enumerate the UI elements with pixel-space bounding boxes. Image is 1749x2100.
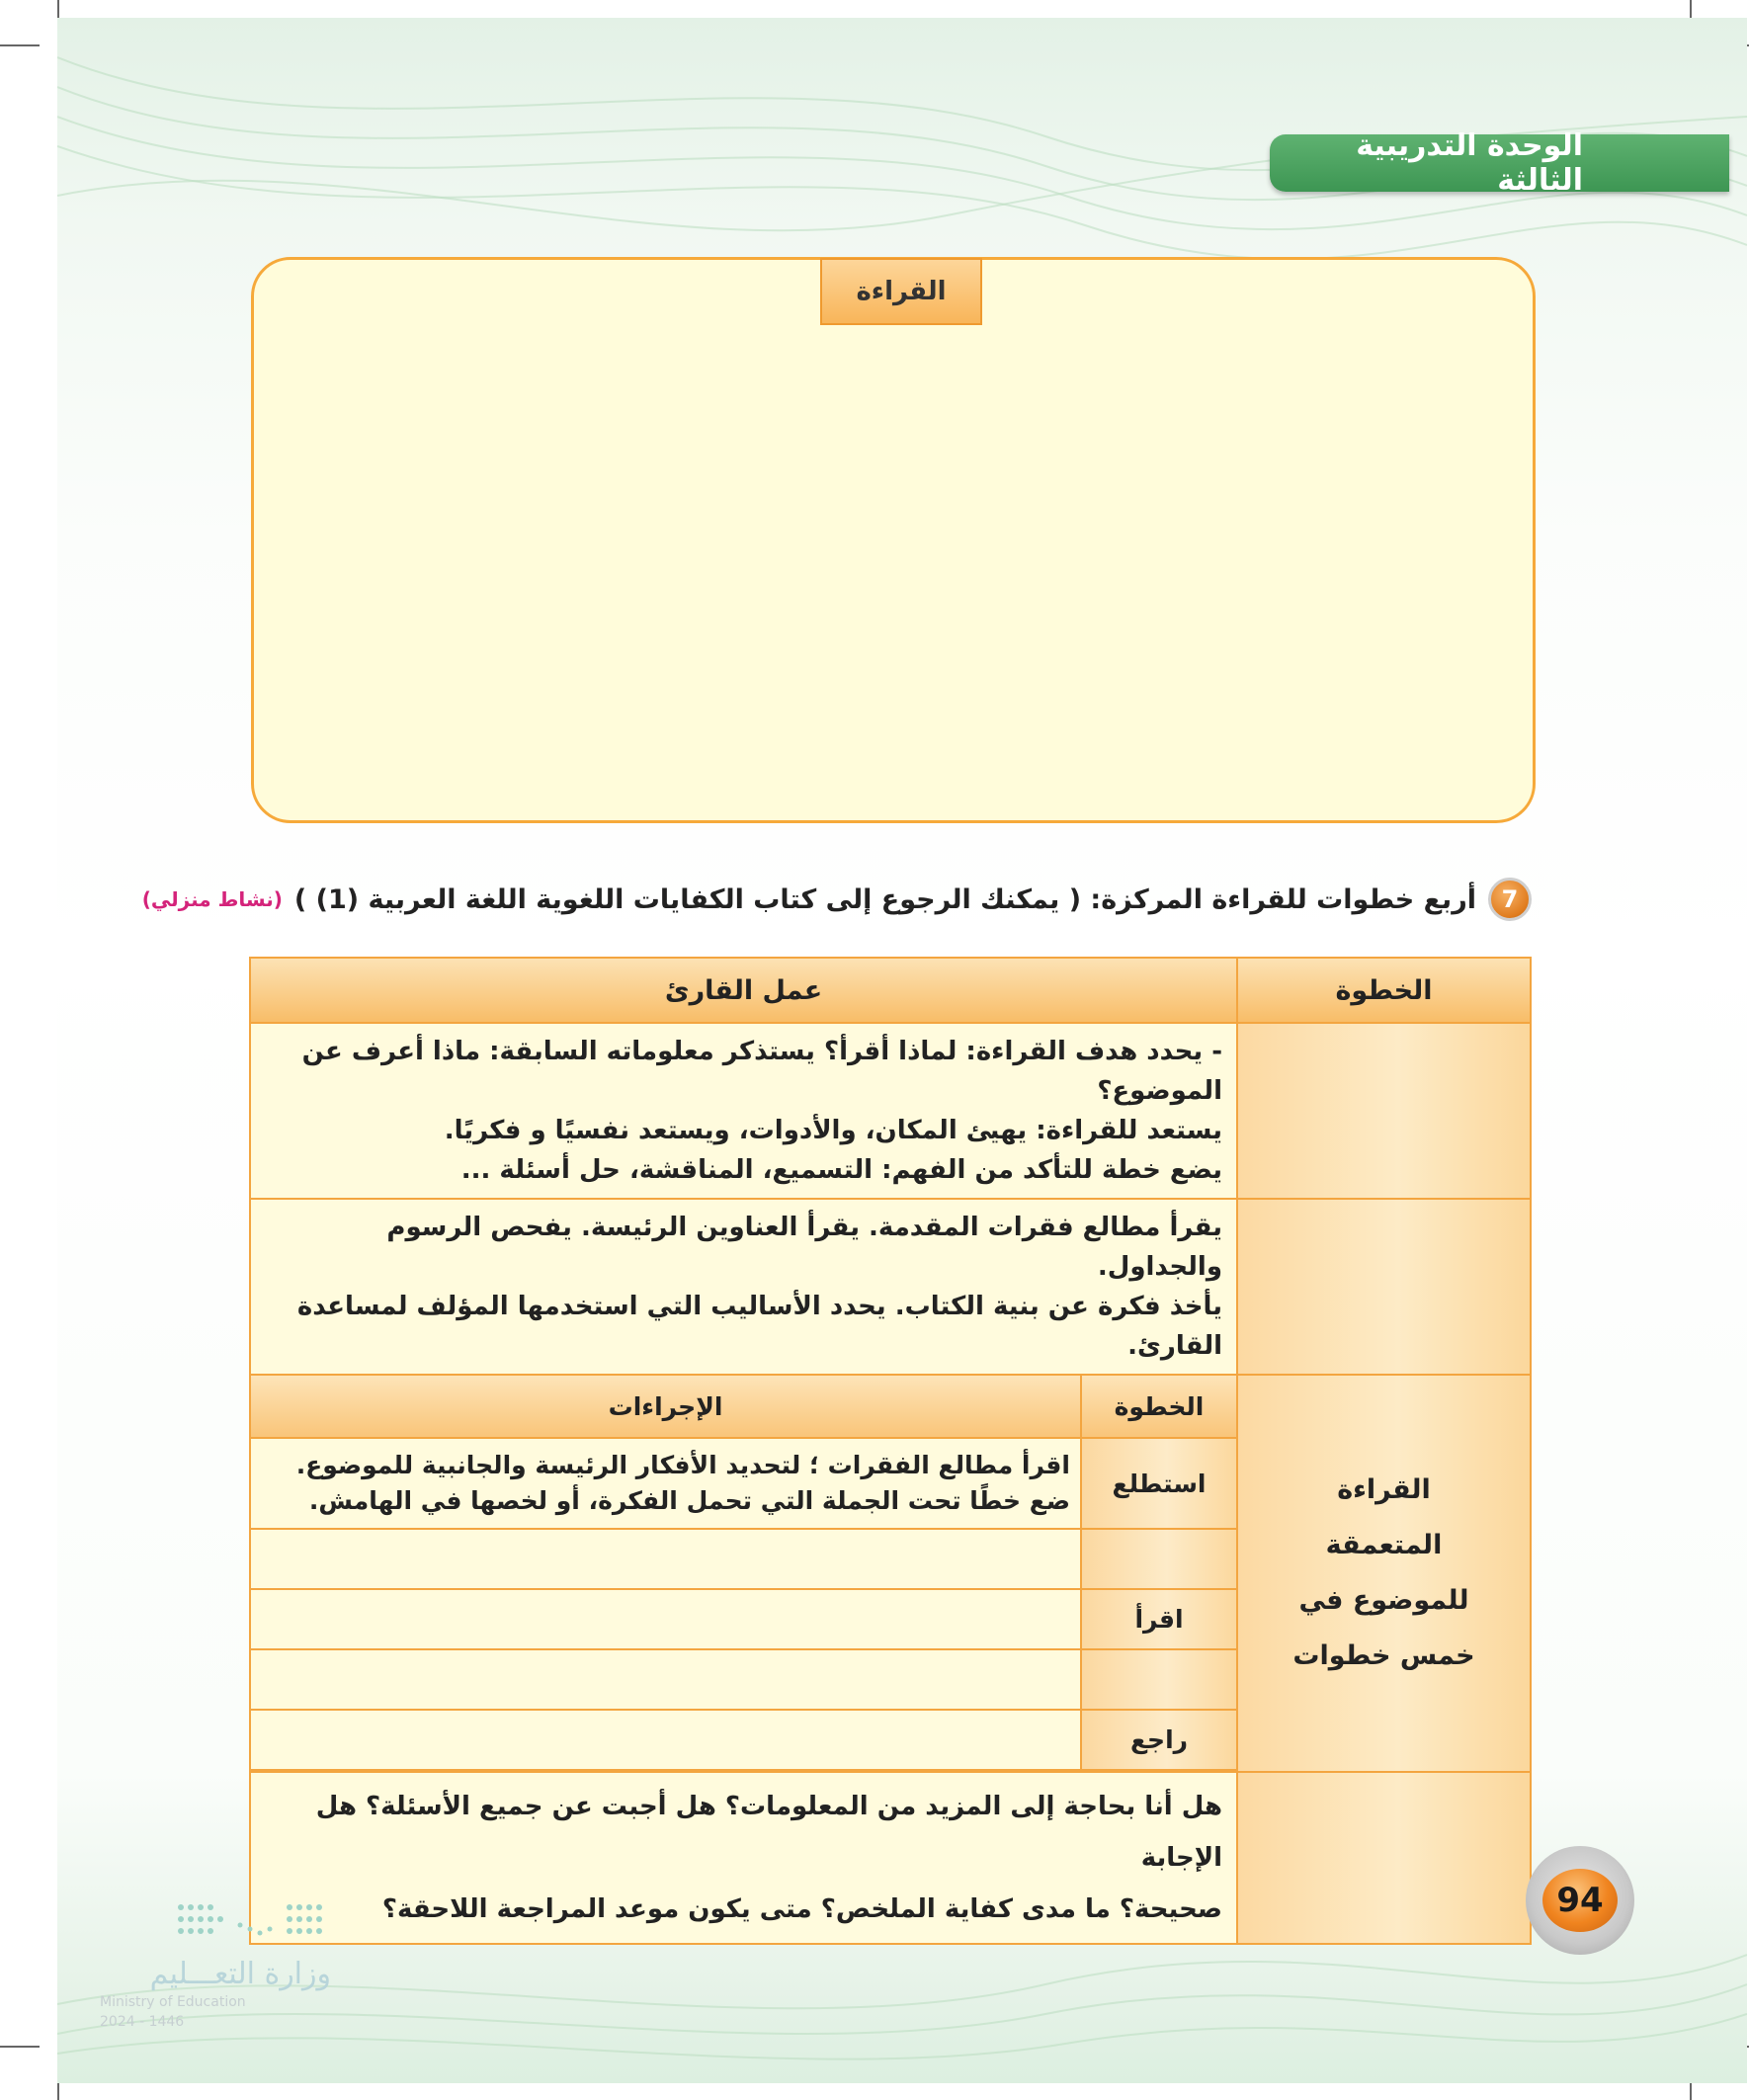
sub-procedure-3[interactable] <box>250 1589 1081 1649</box>
edition-year: 2024 - 1446 <box>100 2014 185 2030</box>
deep-reading-label: القراءة المتعمقة للموضوع في خمس خطوات <box>1292 1474 1475 1671</box>
header-reader-work: عمل القارئ <box>250 958 1237 1023</box>
sub-step-4[interactable] <box>1081 1649 1237 1710</box>
sub-step-review: راجع <box>1081 1710 1237 1770</box>
reader-work-1 <box>250 1023 1237 1199</box>
sub-procedure-2[interactable] <box>250 1529 1081 1589</box>
page-number: 94 <box>1542 1869 1618 1932</box>
text-line: هل أنا بحاجة إلى المزيد من المعلومات؟ هل أجبت عن جميع الأسئلة؟ هل الإجابة <box>315 1792 1222 1873</box>
step-cell-2[interactable] <box>1237 1199 1531 1375</box>
ministry-logo <box>94 1897 331 2046</box>
text-line: يقرأ مطالع فقرات المقدمة. يقرأ العناوين الرئيسة. يفحص الرسوم والجداول. <box>386 1213 1222 1282</box>
unit-title: الوحدة التدريبية الثالثة <box>1356 128 1583 198</box>
sub-procedure-5[interactable] <box>250 1710 1081 1770</box>
sub-header-step: الخطوة <box>1081 1375 1237 1438</box>
text-line: يأخذ فكرة عن بنية الكتاب. يحدد الأساليب التي استخدمها المؤلف لمساعدة القارئ. <box>296 1292 1222 1361</box>
sub-header-procedures: الإجراءات <box>250 1375 1081 1438</box>
unit-title-banner <box>1270 128 1729 198</box>
step-cell-1[interactable] <box>1237 1023 1531 1199</box>
sub-procedure-4[interactable] <box>250 1649 1081 1710</box>
sub-step-read: اقرأ <box>1081 1589 1237 1649</box>
header-step: الخطوة <box>1237 958 1531 1023</box>
reading-tab-label: القراءة <box>820 258 982 325</box>
ministry-emblem-icon <box>171 1897 329 1947</box>
text-line: يضع خطة للتأكد من الفهم: التسميع، المناقشة، حل أسئلة ... <box>460 1155 1222 1185</box>
text-line: يستعد للقراءة: يهيئ المكان، والأدوات، ويستعد نفسيًا و فكريًا. <box>444 1116 1222 1145</box>
reader-work-2 <box>250 1199 1237 1375</box>
text-line: صحيحة؟ ما مدى كفاية الملخص؟ متى يكون موعد المراجعة اللاحقة؟ <box>381 1894 1222 1924</box>
reader-work-last <box>250 1772 1237 1944</box>
ministry-name-ar: وزارة التعـــليم <box>149 1957 331 1991</box>
question-number-badge: 7 <box>1488 878 1532 921</box>
deep-reading-step <box>1237 1375 1531 1772</box>
home-activity-label: (نشاط منزلي) <box>141 887 283 911</box>
question-text: أربع خطوات للقراءة المركزة: ( يمكنك الرجوع إلى كتاب الكفايات اللغوية اللغة العربية (1) ) <box>293 883 1476 915</box>
text-line: ضع خطًا تحت الجملة التي تحمل الفكرة، أو لخصها في الهامش. <box>308 1486 1070 1515</box>
step-cell-last[interactable] <box>1237 1772 1531 1944</box>
text-line: - يحدد هدف القراءة: لماذا أقرأ؟ يستذكر معلوماته السابقة: ماذا أعرف عن الموضوع؟ <box>301 1037 1222 1106</box>
ministry-name-en: Ministry of Education <box>100 1994 246 2010</box>
page-number-badge <box>1526 1846 1634 1955</box>
reading-answer-box[interactable] <box>251 257 1536 823</box>
sub-step-2[interactable] <box>1081 1529 1237 1589</box>
question-row <box>141 872 1532 927</box>
sub-step-survey: استطلع <box>1081 1438 1237 1529</box>
text-line: اقرأ مطالع الفقرات ؛ لتحديد الأفكار الرئيسة والجانبية للموضوع. <box>295 1451 1070 1479</box>
reading-steps-table <box>249 957 1532 1945</box>
sub-procedure-1 <box>250 1438 1081 1529</box>
